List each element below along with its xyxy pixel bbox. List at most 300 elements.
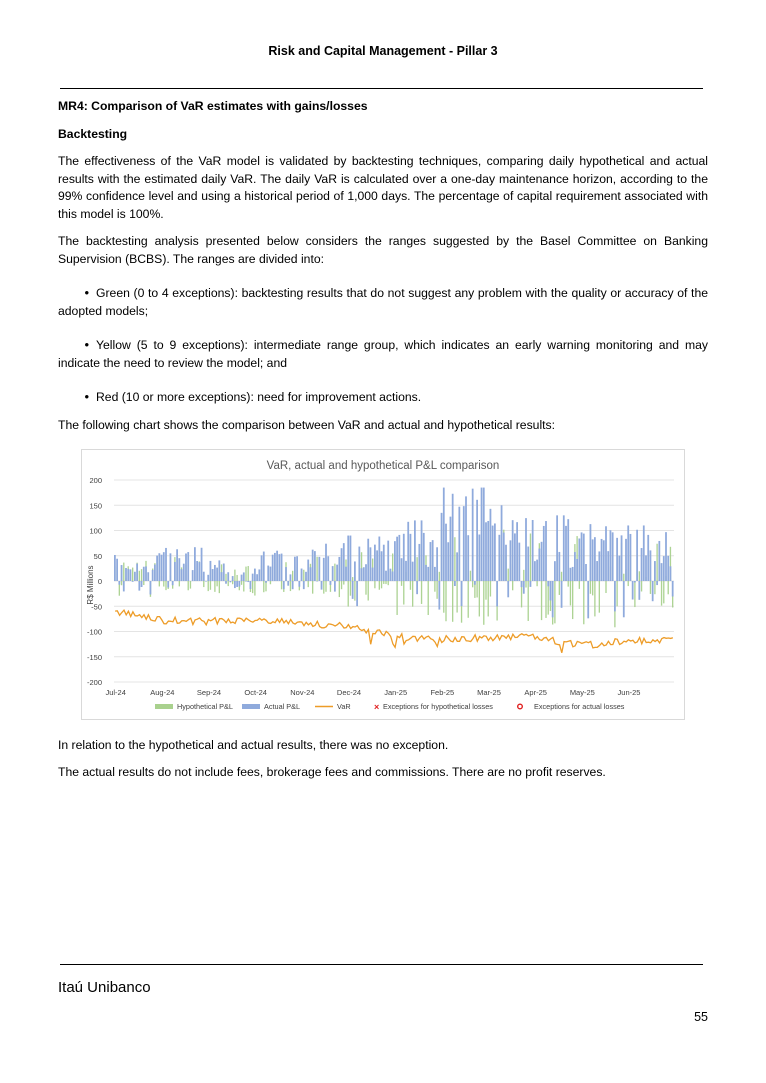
hypothetical-pl-bar bbox=[270, 581, 271, 584]
actual-pl-bar bbox=[494, 523, 496, 581]
actual-pl-bar bbox=[485, 522, 487, 581]
actual-pl-bar bbox=[454, 581, 456, 586]
bullet-icon: • bbox=[84, 389, 89, 404]
actual-pl-bar bbox=[647, 535, 649, 581]
actual-pl-bar bbox=[465, 496, 467, 581]
actual-pl-bar bbox=[510, 540, 512, 581]
y-tick-label: 100 bbox=[89, 526, 102, 536]
hypothetical-pl-bar bbox=[303, 570, 304, 581]
actual-pl-bar bbox=[370, 547, 372, 581]
hypothetical-pl-bar bbox=[163, 581, 164, 587]
hypothetical-pl-bar bbox=[210, 581, 211, 590]
actual-pl-bar bbox=[214, 565, 216, 581]
actual-pl-bar bbox=[621, 535, 623, 581]
hypothetical-pl-bar bbox=[323, 581, 324, 594]
y-tick-label: 50 bbox=[93, 551, 102, 561]
hypothetical-pl-bar bbox=[203, 581, 204, 587]
hypothetical-pl-bar bbox=[634, 581, 635, 607]
actual-pl-bar bbox=[430, 542, 432, 581]
actual-pl-bar bbox=[238, 581, 240, 587]
hypothetical-pl-bar bbox=[228, 581, 229, 586]
hypothetical-pl-bar bbox=[641, 581, 642, 591]
actual-pl-bar bbox=[270, 567, 272, 581]
hypothetical-pl-bar bbox=[312, 581, 313, 594]
actual-pl-bar bbox=[410, 534, 412, 581]
hypothetical-pl-bar bbox=[385, 581, 386, 584]
hypothetical-pl-bar bbox=[388, 581, 389, 585]
hypothetical-pl-bar bbox=[483, 581, 484, 625]
hypothetical-pl-bar bbox=[605, 581, 606, 593]
hypothetical-pl-bar bbox=[468, 581, 469, 618]
hypothetical-pl-bar bbox=[628, 581, 629, 586]
x-tick-label: Apr-25 bbox=[524, 688, 547, 697]
actual-pl-bar bbox=[378, 537, 380, 581]
actual-pl-bar bbox=[236, 581, 238, 587]
y-tick-label: -100 bbox=[86, 627, 102, 637]
actual-pl-bar bbox=[192, 570, 194, 581]
actual-pl-bar bbox=[267, 566, 269, 581]
actual-pl-bar bbox=[314, 551, 316, 581]
hypothetical-pl-bar bbox=[190, 581, 191, 589]
hypothetical-pl-bar bbox=[290, 581, 291, 591]
hypothetical-pl-bar bbox=[559, 581, 560, 595]
actual-pl-bar bbox=[576, 559, 578, 581]
actual-pl-bar bbox=[481, 488, 483, 581]
actual-pl-bar bbox=[632, 581, 634, 600]
actual-pl-bar bbox=[498, 535, 500, 581]
hypothetical-pl-bar bbox=[412, 581, 413, 607]
actual-pl-bar bbox=[163, 552, 165, 581]
actual-pl-bar bbox=[416, 581, 418, 594]
actual-pl-bar bbox=[374, 545, 376, 581]
hypothetical-pl-bar bbox=[541, 581, 542, 620]
actual-pl-bar bbox=[550, 581, 552, 600]
actual-pl-bar bbox=[436, 547, 438, 581]
footer-company: Itaú Unibanco bbox=[58, 979, 151, 996]
actual-pl-bar bbox=[356, 581, 358, 606]
actual-pl-bar bbox=[138, 581, 140, 591]
actual-pl-bar bbox=[603, 540, 605, 581]
actual-pl-bar bbox=[227, 572, 229, 581]
y-tick-label: -50 bbox=[91, 602, 102, 612]
actual-pl-bar bbox=[201, 548, 203, 581]
hypothetical-pl-bar bbox=[572, 581, 573, 619]
legend-item bbox=[315, 702, 351, 711]
actual-pl-bar bbox=[643, 525, 645, 581]
hypothetical-pl-bar bbox=[208, 581, 209, 591]
actual-pl-bar bbox=[256, 574, 258, 581]
actual-pl-bar bbox=[667, 556, 669, 581]
actual-pl-bar bbox=[434, 567, 436, 581]
actual-pl-bar bbox=[572, 567, 574, 581]
actual-pl-bar bbox=[325, 544, 327, 581]
hypothetical-pl-bar bbox=[179, 581, 180, 586]
hypothetical-pl-bar bbox=[434, 581, 435, 592]
hypothetical-pl-bar bbox=[594, 581, 595, 616]
main-content bbox=[58, 98, 708, 444]
hypothetical-pl-bar bbox=[421, 581, 422, 604]
actual-pl-bar bbox=[414, 520, 416, 581]
hypothetical-pl-bar bbox=[416, 557, 417, 581]
x-tick-label: Dec-24 bbox=[336, 688, 362, 697]
hypothetical-pl-bar bbox=[668, 581, 669, 594]
hypothetical-pl-bar bbox=[530, 533, 531, 581]
hypothetical-pl-bar bbox=[339, 581, 340, 597]
legend-label: VaR bbox=[337, 702, 351, 711]
actual-pl-bar bbox=[212, 569, 214, 581]
actual-pl-bar bbox=[194, 547, 196, 581]
actual-pl-bar bbox=[254, 569, 256, 581]
actual-pl-bar bbox=[223, 564, 225, 581]
actual-pl-bar bbox=[658, 541, 660, 581]
hypothetical-pl-bar bbox=[245, 567, 246, 581]
hypothetical-pl-bar bbox=[143, 581, 144, 585]
hypothetical-pl-bar bbox=[241, 581, 242, 585]
hypothetical-pl-bar bbox=[590, 581, 591, 594]
section-heading: MR4: Comparison of VaR estimates with gains/losses bbox=[58, 99, 368, 113]
actual-pl-bar bbox=[130, 569, 132, 581]
actual-pl-bar bbox=[218, 560, 220, 581]
actual-pl-bar bbox=[523, 581, 525, 594]
x-tick-label: Jun-25 bbox=[617, 688, 641, 697]
bullet-icon: • bbox=[84, 337, 89, 352]
hypothetical-pl-bar bbox=[243, 581, 244, 591]
actual-pl-bar bbox=[534, 561, 536, 581]
actual-pl-bar bbox=[585, 564, 587, 581]
actual-pl-bar bbox=[354, 561, 356, 581]
actual-pl-bar bbox=[418, 544, 420, 581]
actual-pl-bar bbox=[618, 556, 620, 581]
actual-pl-bar bbox=[530, 581, 532, 587]
actual-pl-bar bbox=[412, 562, 414, 581]
actual-pl-bar bbox=[578, 538, 580, 581]
actual-pl-bar bbox=[450, 517, 452, 581]
actual-pl-bar bbox=[654, 561, 656, 581]
actual-pl-bar bbox=[198, 562, 200, 581]
hypothetical-pl-bar bbox=[443, 581, 444, 613]
hypothetical-pl-bar bbox=[139, 571, 140, 581]
actual-pl-bar bbox=[310, 567, 312, 581]
bullet-icon: • bbox=[84, 285, 89, 300]
actual-pl-bar bbox=[452, 494, 454, 581]
hypothetical-pl-bar bbox=[159, 581, 160, 586]
actual-pl-bar bbox=[574, 552, 576, 581]
y-tick-label: -200 bbox=[86, 678, 102, 687]
hypothetical-pl-bar bbox=[579, 581, 580, 589]
actual-pl-bar bbox=[334, 581, 336, 592]
hypothetical-pl-bar bbox=[383, 581, 384, 584]
bullet-yellow bbox=[58, 336, 708, 372]
hypothetical-pl-bar bbox=[436, 581, 437, 599]
actual-pl-bar bbox=[383, 545, 385, 581]
actual-pl-bar bbox=[612, 532, 614, 581]
actual-pl-bar bbox=[592, 539, 594, 581]
legend-label: Hypothetical P&L bbox=[177, 702, 233, 711]
legend-o-marker bbox=[518, 704, 523, 709]
actual-pl-bar bbox=[196, 561, 198, 581]
actual-pl-bar bbox=[216, 568, 218, 581]
actual-pl-bar bbox=[205, 581, 207, 582]
actual-pl-bar bbox=[423, 533, 425, 581]
actual-pl-bar bbox=[338, 557, 340, 581]
hypothetical-pl-bar bbox=[472, 581, 473, 587]
x-tick-label: Feb-25 bbox=[430, 688, 455, 697]
actual-pl-bar bbox=[290, 574, 292, 581]
actual-pl-bar bbox=[538, 549, 540, 581]
hypothetical-pl-bar bbox=[334, 564, 335, 581]
hypothetical-pl-bar bbox=[485, 581, 486, 600]
actual-pl-bar bbox=[605, 526, 607, 581]
actual-pl-bar bbox=[274, 553, 276, 581]
hypothetical-pl-bar bbox=[188, 581, 189, 590]
actual-pl-bar bbox=[610, 530, 612, 581]
hypothetical-pl-bar bbox=[236, 575, 237, 581]
actual-pl-bar bbox=[341, 548, 343, 581]
hypothetical-pl-bar bbox=[525, 581, 526, 588]
actual-pl-bar bbox=[672, 581, 674, 597]
hypothetical-pl-bar bbox=[216, 581, 217, 586]
hypothetical-pl-bar bbox=[365, 581, 366, 595]
actual-pl-bar bbox=[601, 539, 603, 581]
actual-pl-bar bbox=[296, 556, 298, 581]
hypothetical-pl-bar bbox=[410, 581, 411, 590]
section-subheading: Backtesting bbox=[58, 126, 128, 141]
actual-pl-bar bbox=[116, 559, 118, 581]
hypothetical-pl-bar bbox=[656, 544, 657, 581]
bullet-red bbox=[58, 388, 708, 407]
bullet-text: Yellow (5 to 9 exceptions): intermediate range group, which indicates an early warning monitoring and may indicate the need to review the model; and bbox=[58, 338, 708, 370]
paragraph-4: In relation to the hypothetical and actual results, there was no exception. bbox=[58, 738, 449, 752]
actual-pl-bar bbox=[167, 581, 169, 588]
hypothetical-pl-bar bbox=[379, 581, 380, 590]
footer-rule bbox=[60, 964, 703, 965]
actual-pl-bar bbox=[563, 515, 565, 581]
actual-pl-bar bbox=[272, 555, 274, 581]
hypothetical-pl-bar bbox=[528, 581, 529, 621]
actual-pl-bar bbox=[638, 581, 640, 600]
actual-pl-bar bbox=[294, 557, 296, 581]
actual-pl-bar bbox=[570, 568, 572, 581]
actual-pl-bar bbox=[474, 581, 476, 585]
actual-pl-bar bbox=[518, 543, 520, 581]
actual-pl-bar bbox=[352, 581, 354, 599]
actual-pl-bar bbox=[367, 539, 369, 581]
actual-pl-bar bbox=[345, 567, 347, 581]
actual-pl-bar bbox=[490, 509, 492, 581]
actual-pl-bar bbox=[552, 581, 554, 617]
actual-pl-bar bbox=[145, 566, 147, 581]
actual-pl-bar bbox=[241, 575, 243, 581]
actual-pl-bar bbox=[250, 581, 252, 589]
actual-pl-bar bbox=[501, 505, 503, 581]
actual-pl-bar bbox=[350, 536, 352, 581]
actual-pl-bar bbox=[158, 553, 160, 581]
hypothetical-pl-bar bbox=[252, 581, 253, 593]
actual-pl-bar bbox=[661, 563, 663, 581]
actual-pl-bar bbox=[161, 555, 163, 581]
actual-pl-bar bbox=[187, 552, 189, 581]
legend-label: Actual P&L bbox=[264, 702, 301, 711]
actual-pl-bar bbox=[261, 555, 263, 581]
actual-pl-bar bbox=[276, 551, 278, 581]
actual-pl-bar bbox=[650, 550, 652, 581]
hypothetical-pl-bar bbox=[374, 581, 375, 588]
hypothetical-pl-bar bbox=[316, 557, 317, 581]
paragraph-2: The backtesting analysis presented below considers the ranges suggested by the Basel Committee on Banking Supervision (BCBS). The ranges are divided into: bbox=[58, 234, 708, 266]
actual-pl-bar bbox=[134, 572, 136, 581]
actual-pl-bar bbox=[521, 581, 523, 587]
x-tick-label: Mar-25 bbox=[477, 688, 501, 697]
hypothetical-pl-bar bbox=[428, 581, 429, 615]
actual-pl-bar bbox=[483, 488, 485, 581]
actual-pl-bar bbox=[136, 564, 138, 581]
actual-pl-bar bbox=[496, 581, 498, 606]
actual-pl-bar bbox=[301, 569, 303, 581]
hypothetical-pl-bar bbox=[381, 581, 382, 588]
actual-pl-bar bbox=[636, 530, 638, 581]
actual-pl-bar bbox=[221, 572, 223, 581]
actual-pl-bar bbox=[312, 550, 314, 581]
actual-bars bbox=[114, 488, 674, 619]
actual-pl-bar bbox=[587, 581, 589, 618]
actual-pl-bar bbox=[614, 581, 616, 611]
legend-label: Exceptions for hypothetical losses bbox=[383, 702, 493, 711]
actual-pl-bar bbox=[427, 567, 429, 581]
actual-pl-bar bbox=[365, 564, 367, 581]
hypothetical-pl-bar bbox=[248, 566, 249, 581]
hypothetical-pl-bar bbox=[583, 581, 584, 624]
x-tick-label: Jan-25 bbox=[384, 688, 408, 697]
hypothetical-pl-bar bbox=[452, 581, 453, 622]
hypothetical-pl-bar bbox=[568, 581, 569, 587]
hypothetical-pl-bar bbox=[561, 572, 562, 581]
actual-pl-bar bbox=[532, 520, 534, 581]
actual-pl-bar bbox=[596, 561, 598, 581]
actual-pl-bar bbox=[178, 558, 180, 581]
hypothetical-pl-bar bbox=[592, 581, 593, 595]
x-tick-label: Nov-24 bbox=[290, 688, 315, 697]
actual-pl-bar bbox=[516, 522, 518, 581]
actual-pl-bar bbox=[265, 581, 267, 583]
hypothetical-pl-bar bbox=[123, 563, 124, 581]
hypothetical-pl-bar bbox=[554, 581, 555, 623]
actual-pl-bar bbox=[405, 561, 407, 581]
chart-title: VaR, actual and hypothetical P&L comparison bbox=[266, 460, 500, 472]
actual-pl-bar bbox=[203, 572, 205, 581]
hypothetical-pl-bar bbox=[523, 570, 524, 581]
hypothetical-pl-bar bbox=[454, 537, 455, 581]
actual-pl-bar bbox=[281, 554, 283, 581]
actual-pl-bar bbox=[478, 535, 480, 581]
actual-pl-bar bbox=[385, 571, 387, 581]
chart-x-ticks bbox=[105, 688, 640, 697]
actual-pl-bar bbox=[438, 581, 440, 610]
actual-pl-bar bbox=[598, 551, 600, 581]
hypothetical-pl-bar bbox=[616, 581, 617, 606]
actual-pl-bar bbox=[514, 533, 516, 581]
hypothetical-pl-bar bbox=[599, 581, 600, 613]
hypothetical-pl-bar bbox=[348, 581, 349, 607]
actual-pl-bar bbox=[263, 552, 265, 581]
hypothetical-pl-bar bbox=[292, 571, 293, 581]
actual-pl-bar bbox=[125, 568, 127, 581]
actual-pl-bar bbox=[285, 567, 287, 581]
actual-pl-bar bbox=[185, 553, 187, 581]
actual-pl-bar bbox=[343, 543, 345, 581]
actual-pl-bar bbox=[207, 575, 209, 581]
hypothetical-pl-bar bbox=[121, 581, 122, 585]
y-tick-label: 0 bbox=[97, 577, 102, 586]
actual-pl-bar bbox=[645, 555, 647, 581]
actual-pl-bar bbox=[330, 581, 332, 585]
hypothetical-pl-bar bbox=[341, 581, 342, 589]
actual-pl-bar bbox=[492, 526, 494, 581]
page-number: 55 bbox=[694, 1010, 708, 1024]
actual-pl-bar bbox=[114, 555, 116, 581]
actual-pl-bar bbox=[278, 554, 280, 581]
actual-pl-bar bbox=[616, 538, 618, 581]
actual-pl-bar bbox=[472, 489, 474, 581]
actual-pl-bar bbox=[210, 561, 212, 581]
actual-pl-bar bbox=[541, 542, 543, 581]
hypothetical-pl-bar bbox=[343, 581, 344, 585]
legend-item bbox=[242, 702, 300, 711]
hypothetical-pl-bar bbox=[639, 571, 640, 581]
actual-pl-bar bbox=[121, 565, 123, 581]
hypothetical-pl-bar bbox=[570, 581, 571, 605]
actual-pl-bar bbox=[347, 536, 349, 581]
hypothetical-pl-bar bbox=[545, 581, 546, 618]
x-tick-label: Jul-24 bbox=[105, 688, 126, 697]
actual-pl-bar bbox=[627, 525, 629, 581]
actual-pl-bar bbox=[447, 542, 449, 581]
chart-legend bbox=[155, 702, 625, 712]
actual-pl-bar bbox=[154, 565, 156, 581]
actual-pl-bar bbox=[458, 507, 460, 581]
actual-pl-bar bbox=[318, 557, 320, 581]
actual-pl-bar bbox=[543, 526, 545, 581]
actual-pl-bar bbox=[247, 581, 249, 582]
hypothetical-pl-bar bbox=[490, 581, 491, 597]
actual-pl-bar bbox=[665, 532, 667, 581]
actual-pl-bar bbox=[487, 521, 489, 581]
actual-pl-bar bbox=[581, 532, 583, 581]
chart-ylabel: R$ Millions bbox=[86, 565, 95, 605]
actual-pl-bar bbox=[292, 581, 294, 589]
actual-pl-bar bbox=[381, 551, 383, 581]
legend-swatch bbox=[242, 704, 260, 709]
actual-pl-bar bbox=[387, 541, 389, 581]
hypothetical-pl-bar bbox=[219, 581, 220, 593]
hypothetical-pl-bar bbox=[234, 570, 235, 581]
actual-pl-bar bbox=[445, 524, 447, 581]
actual-pl-bar bbox=[307, 560, 309, 581]
actual-pl-bar bbox=[132, 581, 134, 582]
hypothetical-pl-bar bbox=[512, 581, 513, 590]
actual-pl-bar bbox=[545, 521, 547, 581]
actual-pl-bar bbox=[567, 519, 569, 581]
hypothetical-pl-bar bbox=[650, 581, 651, 594]
hypothetical-bars bbox=[114, 529, 673, 628]
actual-pl-bar bbox=[527, 547, 529, 581]
hypothetical-pl-bar bbox=[508, 569, 509, 581]
hypothetical-pl-bar bbox=[470, 571, 471, 581]
actual-pl-bar bbox=[425, 565, 427, 581]
hypothetical-pl-bar bbox=[479, 581, 480, 616]
actual-pl-bar bbox=[258, 569, 260, 581]
actual-pl-bar bbox=[363, 567, 365, 581]
hypothetical-pl-bar bbox=[403, 581, 404, 605]
